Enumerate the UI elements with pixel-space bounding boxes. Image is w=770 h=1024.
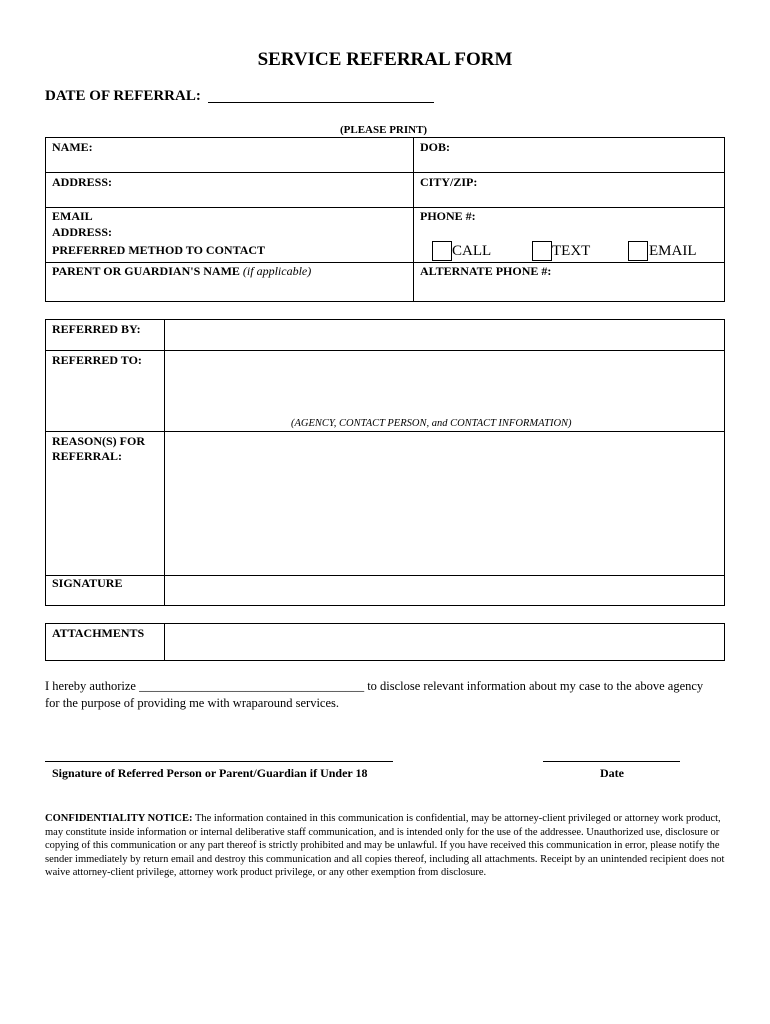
confidentiality-notice	[45, 812, 735, 880]
email-label: EMAIL	[52, 209, 93, 223]
guardian-name-note: (if applicable)	[242, 264, 312, 278]
phone-label: PHONE #:	[420, 209, 476, 223]
address-label: ADDRESS:	[52, 175, 113, 189]
dob-field[interactable]	[413, 137, 725, 172]
city-zip-label: CITY/ZIP:	[420, 175, 478, 189]
email-option-label: EMAIL	[649, 243, 697, 259]
referred-by-label: REFERRED BY:	[52, 322, 141, 336]
confidentiality-body: The information contained in this communication is confidential, may be attorney-client privileged or attorney work product, may constitute inside information or internal deliberative staff communication, and is intended only for the use of the addressee. Unauthorized use, disclosure or copying of this communication or any part thereof is strictly prohibited and may be unlawful. If you have received this communication in error, please notify the sender immediately by return email and destroy this communication and all copies thereof, including all attachments. Receipt by an unintended recipient does not waive attorney-client privilege, attorney work product privilege, or any other exemption from disclosure.	[45, 813, 725, 878]
authorization-line-1	[45, 678, 703, 695]
please-print-note: (PLEASE PRINT)	[340, 124, 428, 136]
name-field[interactable]	[45, 137, 413, 172]
guardian-name-label-text: PARENT OR GUARDIAN'S NAME	[52, 264, 240, 278]
agency-hint: (AGENCY, CONTACT PERSON, and CONTACT INFORMATION)	[291, 418, 572, 429]
authorization-text-after: to disclose relevant information about my case to the above agency	[367, 679, 704, 693]
alternate-phone-label: ALTERNATE PHONE #:	[420, 264, 552, 278]
date-line[interactable]	[543, 761, 680, 762]
name-label: NAME:	[52, 140, 93, 154]
call-checkbox[interactable]	[432, 241, 452, 261]
authorization-text-before: I hereby authorize	[45, 679, 136, 693]
date-caption: Date	[600, 766, 624, 780]
confidentiality-heading: CONFIDENTIALITY NOTICE:	[45, 813, 193, 824]
date-of-referral-field[interactable]	[208, 102, 434, 103]
text-option-label: TEXT	[552, 243, 591, 259]
referred-by-field[interactable]	[165, 320, 724, 350]
signature-field[interactable]	[165, 576, 724, 605]
call-option-label: CALL	[452, 243, 492, 259]
attachments-field[interactable]	[165, 624, 724, 660]
date-of-referral-label: DATE OF REFERRAL:	[45, 88, 201, 104]
reason-label: REASON(S) FOR	[52, 434, 146, 448]
attachments-label: ATTACHMENTS	[52, 626, 145, 640]
reason-referral-label: REFERRAL:	[52, 449, 123, 463]
email-address-label: ADDRESS:	[52, 225, 113, 239]
signature-label: SIGNATURE	[52, 576, 123, 590]
authorization-blank[interactable]: ____________________________________	[139, 679, 365, 693]
reason-field[interactable]	[165, 432, 724, 575]
preferred-contact-label: PREFERRED METHOD TO CONTACT	[52, 243, 266, 257]
signature-caption: Signature of Referred Person or Parent/Guardian if Under 18	[52, 766, 368, 780]
guardian-name-label	[52, 263, 311, 279]
form-title: SERVICE REFERRAL FORM	[257, 49, 513, 70]
referred-to-label: REFERRED TO:	[52, 353, 142, 367]
text-checkbox[interactable]	[532, 241, 552, 261]
email-checkbox[interactable]	[628, 241, 648, 261]
dob-label: DOB:	[420, 140, 450, 154]
authorization-line-2: for the purpose of providing me with wraparound services.	[45, 696, 340, 710]
signature-line[interactable]	[45, 761, 393, 762]
